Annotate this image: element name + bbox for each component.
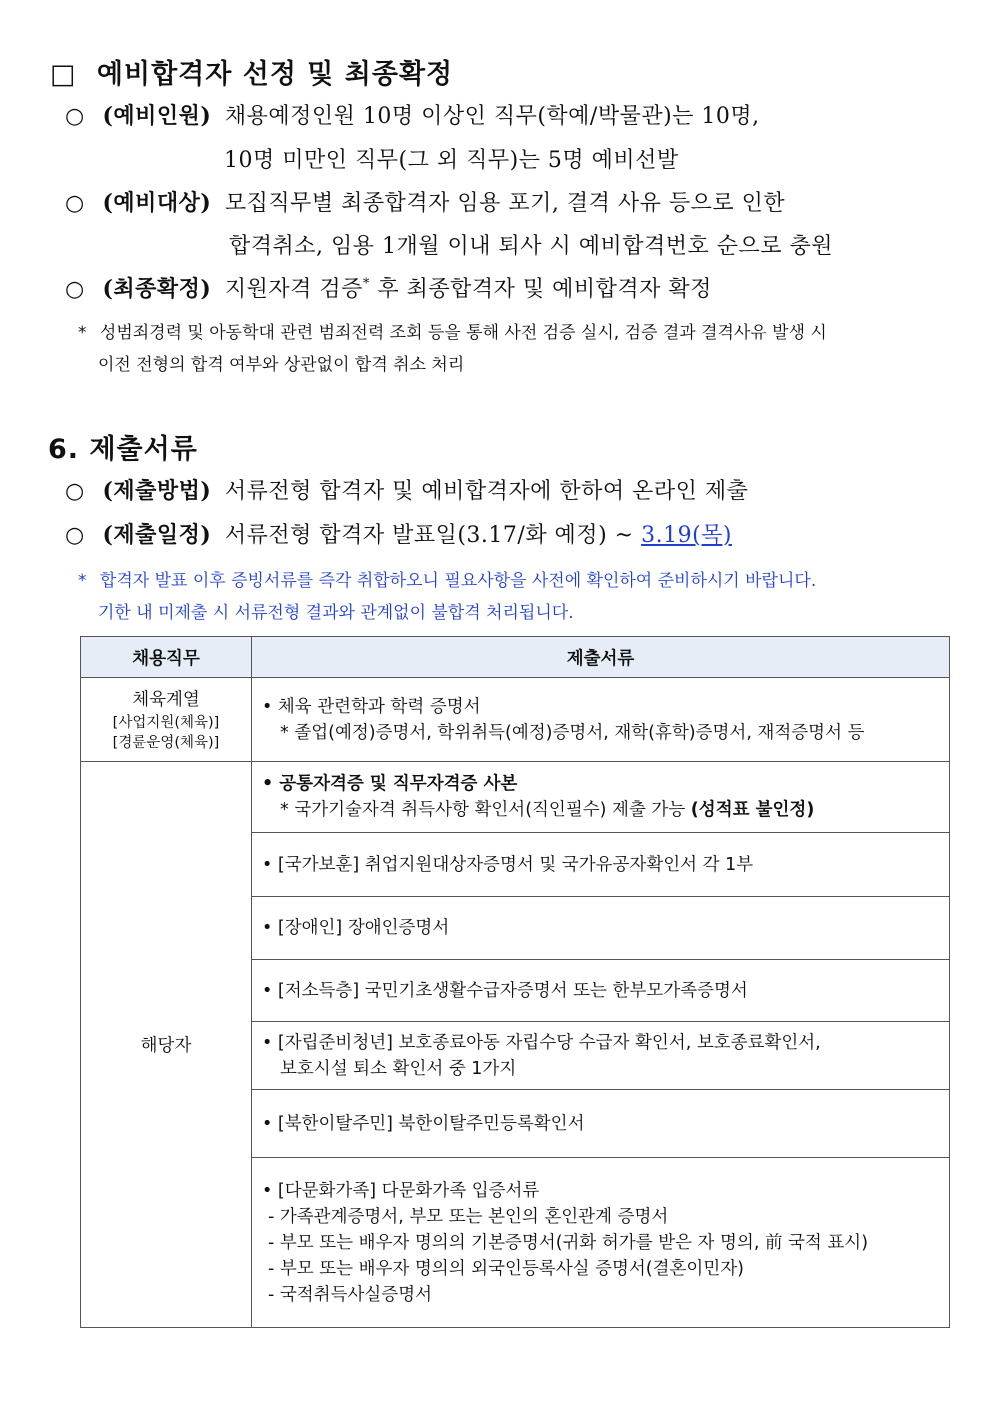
note-2: * 합격자 발표 이후 증빙서류를 즉각 취합하오니 필요사항을 사전에 확인하여 준비하시기 바랍니다. xyxy=(78,571,817,591)
deadline-link[interactable]: 3.19(목) xyxy=(641,523,732,548)
item-reserve-target-line2: 합격취소, 임용 1개월 이내 퇴사 시 예비합격번호 순으로 충원 xyxy=(229,234,833,259)
header-job: 채용직무 xyxy=(81,637,252,678)
documents-cell: • [북한이탈주민] 북한이탈주민등록확인서 xyxy=(252,1090,950,1158)
section-title-1: □ 예비합격자 선정 및 최종확정 xyxy=(50,59,454,90)
table-row xyxy=(81,678,950,762)
job-cell: 체육계열 [사업지원(체육)] [경륜운영(체육)] xyxy=(81,678,252,762)
documents-table xyxy=(80,636,950,1328)
documents-cell: • 체육 관련학과 학력 증명서 * 졸업(예정)증명서, 학위취득(예정)증명서, 재학(휴학)증명서, 재적증명서 등 xyxy=(252,678,950,762)
item-reserve-count: ○ (예비인원) 채용예정인원 10명 이상인 직무(학예/박물관)는 10명, xyxy=(65,103,760,129)
documents-cell: • [저소득층] 국민기초생활수급자증명서 또는 한부모가족증명서 xyxy=(252,960,950,1022)
note-2-line2: 기한 내 미제출 시 서류전형 결과와 관계없이 불합격 처리됩니다. xyxy=(98,603,574,623)
note-1-line2: 이전 전형의 합격 여부와 상관없이 합격 취소 처리 xyxy=(98,355,465,375)
item-reserve-count-line2: 10명 미만인 직무(그 외 직무)는 5명 예비선발 xyxy=(224,148,679,173)
circle-bullet-icon: ○ xyxy=(65,191,85,216)
job-cell-applicable: 해당자 xyxy=(81,762,252,1328)
circle-bullet-icon: ○ xyxy=(65,523,85,548)
table-row xyxy=(81,762,950,833)
documents-cell: • [국가보훈] 취업지원대상자증명서 및 국가유공자확인서 각 1부 xyxy=(252,833,950,897)
item-submit-method: ○ (제출방법) 서류전형 합격자 및 예비합격자에 한하여 온라인 제출 xyxy=(65,478,749,504)
documents-cell: • [다문화가족] 다문화가족 입증서류 - 가족관계증명서, 부모 또는 본인의 혼인관계 증명서 - 부모 또는 배우자 명의의 기본증명서(귀화 허가를 받은 자 명의, 前 국적 표시) - 부모 또는 배우자 명의의 외국인등록사실 증명서(결혼이민자) - 국적취득사실증명서 xyxy=(252,1158,950,1328)
documents-cell: • [자립준비청년] 보호종료아동 자립수당 수급자 확인서, 보호종료확인서, 보호시설 퇴소 확인서 중 1가지 xyxy=(252,1022,950,1090)
item-reserve-target: ○ (예비대상) 모집직무별 최종합격자 임용 포기, 결격 사유 등으로 인한 xyxy=(65,190,786,216)
section-title-2: 6. 제출서류 xyxy=(48,434,198,465)
documents-cell: • [장애인] 장애인증명서 xyxy=(252,897,950,960)
checkbox-square-icon: □ xyxy=(50,59,77,90)
item-submit-schedule: ○ (제출일정) 서류전형 합격자 발표일(3.17/화 예정) ~ 3.19(목) xyxy=(65,522,732,548)
circle-bullet-icon: ○ xyxy=(65,104,85,129)
documents-cell: • 공통자격증 및 직무자격증 사본 * 국가기술자격 취득사항 확인서(직인필수) 제출 가능 (성적표 불인정) xyxy=(252,762,950,833)
circle-bullet-icon: ○ xyxy=(65,277,85,302)
header-documents: 제출서류 xyxy=(252,637,950,678)
circle-bullet-icon: ○ xyxy=(65,479,85,504)
item-final-confirm: ○ (최종확정) 지원자격 검증* 후 최종합격자 및 예비합격자 확정 xyxy=(65,276,712,302)
note-1: * 성범죄경력 및 아동학대 관련 범죄전력 조회 등을 통해 사전 검증 실시, 검증 결과 결격사유 발생 시 xyxy=(78,323,827,343)
